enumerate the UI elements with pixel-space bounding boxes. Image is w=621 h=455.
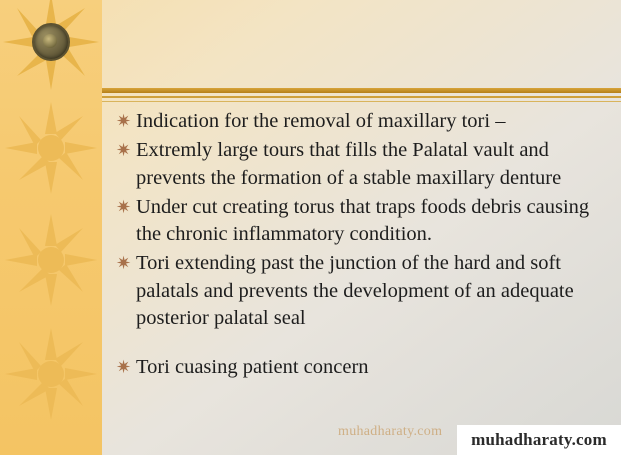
star-bullet-icon: ✷	[116, 140, 132, 161]
slide-content	[102, 0, 621, 455]
divider-line-hairline	[102, 101, 621, 102]
watermark-text: muhadharaty.com	[338, 424, 443, 439]
list-item-text: Under cut creating torus that traps foods debris causing the chronic inflammatory condition.	[136, 195, 590, 245]
star-bullet-icon: ✷	[116, 196, 132, 217]
star-bullet-icon: ✷	[116, 111, 132, 131]
watermark-badge	[457, 425, 621, 455]
list-item-text: Extremly large tours that fills the Palatal vault and prevents the formation of a stable maxillary denture	[136, 139, 562, 189]
list-item	[116, 250, 614, 332]
bullet-list	[116, 108, 614, 383]
list-item-text: Indication for the removal of maxillary tori –	[136, 110, 506, 132]
sun-burst-icon	[3, 100, 99, 196]
decorative-left-band	[0, 0, 102, 455]
list-item	[116, 108, 614, 135]
list-item-text: Tori cuasing patient concern	[136, 356, 369, 378]
sun-burst-icon	[3, 326, 99, 422]
list-item	[116, 194, 614, 249]
watermark-badge-text: muhadharaty.com	[471, 430, 607, 449]
medallion-ornament-icon	[32, 23, 70, 61]
star-bullet-icon: ✷	[116, 253, 132, 274]
header-divider	[102, 88, 621, 102]
star-bullet-icon: ✷	[116, 357, 132, 377]
list-item	[116, 354, 614, 381]
list-item	[116, 137, 614, 192]
list-item-text: Tori extending past the junction of the hard and soft palatals and prevents the development of an adequate posterior palatal seal	[136, 252, 574, 329]
sun-burst-icon	[3, 212, 99, 308]
